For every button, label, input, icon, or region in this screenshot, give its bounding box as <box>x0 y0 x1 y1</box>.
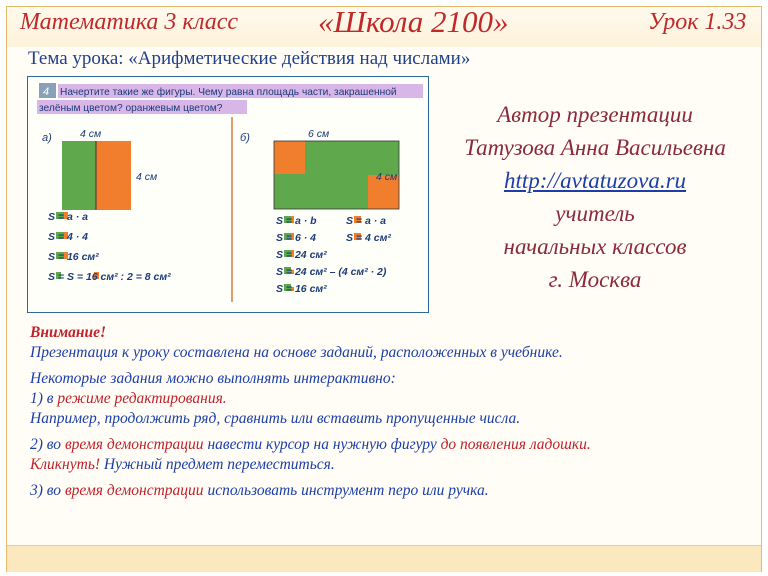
part-a-side-dim: 4 см <box>136 171 158 183</box>
part-a-formulas <box>48 211 171 283</box>
author-city: г. Москва <box>548 267 642 292</box>
formula-a-4: S = S = 16 см² : 2 = 8 см² <box>48 271 171 283</box>
item3-demo: время демонстрации <box>64 482 204 499</box>
formula-a-1: S = а · а <box>48 211 88 223</box>
item2-click: Кликнуть! <box>30 456 101 473</box>
item1-mode: режиме редактирования. <box>57 390 227 407</box>
item1-example: Например, продолжить ряд, сравнить или вставить пропущенные числа. <box>30 410 521 427</box>
author-role: учитель <box>555 201 635 226</box>
task-text-line1: Начертите такие же фигуры. Чему равна площадь части, закрашенной <box>60 87 397 98</box>
formula-b-1: S = а · b <box>276 215 317 227</box>
task-text-line2: зелёным цветом? оранжевым цветом? <box>39 103 223 114</box>
interactive-intro: Некоторые задания можно выполнять интерактивно: <box>30 370 396 387</box>
task-number: 4 <box>43 86 50 98</box>
footer-band <box>7 545 761 572</box>
formula-b-4: S = 24 см² – (4 см² · 2) <box>276 266 387 278</box>
formula-b-right-1: S = а · а <box>346 215 386 227</box>
attention-heading: Внимание! <box>30 324 107 341</box>
notes-block <box>30 323 750 507</box>
lesson-number: Урок 1.33 <box>648 9 747 35</box>
formula-b-5: S = 16 см² <box>276 283 327 295</box>
author-caption: Автор презентации <box>497 102 693 127</box>
formula-b-2: S = 6 · 4 <box>276 232 316 244</box>
author-name: Татузова Анна Васильевна <box>464 135 726 160</box>
part-a-label: а) <box>42 132 52 144</box>
item2-move: Нужный предмет переместиться. <box>100 456 335 473</box>
green-rectangle-a <box>62 141 96 210</box>
item2-number: 2) во <box>30 436 65 453</box>
part-a-top-dim: 4 см <box>80 128 102 140</box>
part-b-formulas <box>276 215 391 295</box>
author-website-link[interactable]: http://avtatuzova.ru <box>503 168 687 193</box>
school-title: «Школа 2100» <box>318 4 509 39</box>
orange-rectangle-a <box>96 141 131 210</box>
formula-b-right-2: S = 4 см² <box>346 232 391 244</box>
author-grade: начальных классов <box>503 234 687 259</box>
subject-title: Математика 3 класс <box>20 9 239 35</box>
basis-note: Презентация к уроку составлена на основе заданий, расположенных в учебнике. <box>30 344 563 361</box>
item1-number: 1) в <box>30 390 58 407</box>
formula-a-3: S = 16 см² <box>48 251 99 263</box>
part-b-label: б) <box>240 132 250 144</box>
item2-until: до появления ладошки. <box>440 436 591 453</box>
item3-text: использовать инструмент перо или ручка. <box>203 482 489 499</box>
textbook-excerpt <box>27 76 429 313</box>
item2-demo: время демонстрации <box>64 436 204 453</box>
part-b-side-dim: 4 см <box>376 171 398 183</box>
item2-text: навести курсор на нужную фигуру <box>203 436 441 453</box>
formula-a-2: S = 4 · 4 <box>48 231 88 243</box>
lesson-topic: Тема урока: «Арифметические действия над числами» <box>28 48 471 69</box>
part-b-top-dim: 6 см <box>308 128 330 140</box>
author-block <box>440 98 750 296</box>
formula-b-3: S = 24 см² <box>276 249 327 261</box>
item3-number: 3) во <box>30 482 65 499</box>
orange-square-top-left <box>274 141 305 174</box>
